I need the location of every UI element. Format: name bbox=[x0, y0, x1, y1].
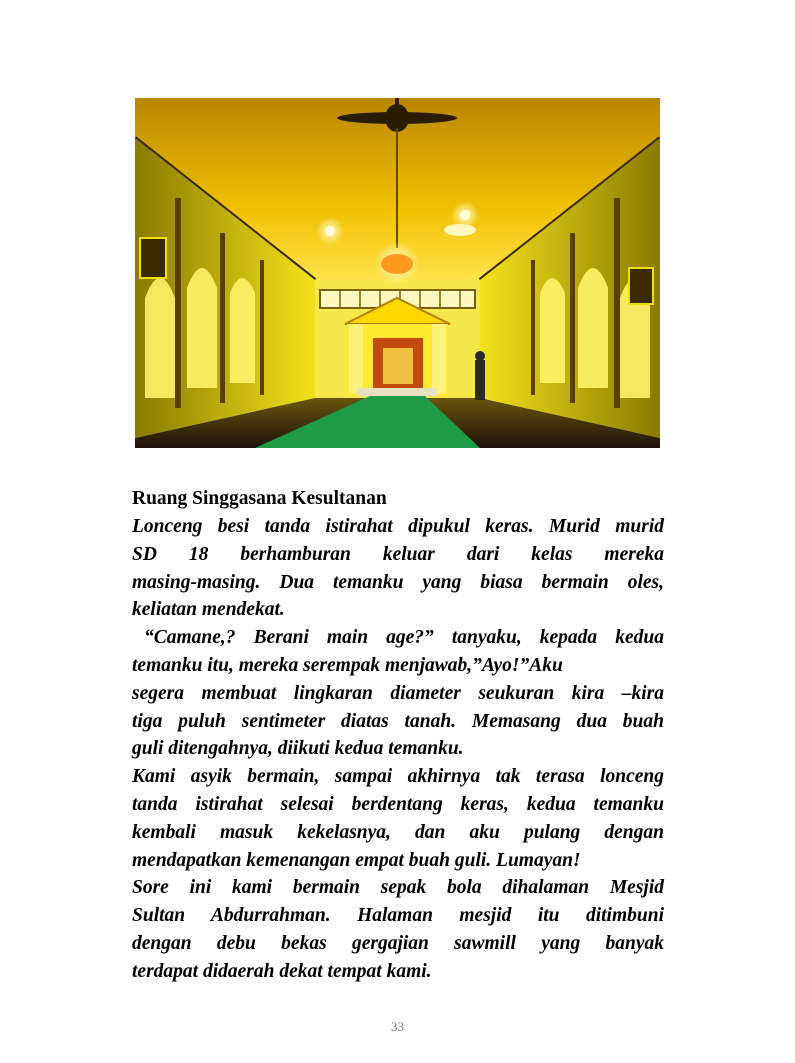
text-line: tiga puluh sentimeter diatas tanah. Memasang dua buah bbox=[132, 710, 664, 732]
text-line: masing-masing. Dua temanku yang biasa bermain oles, bbox=[132, 571, 664, 593]
text-line: Sultan Abdurrahman. Halaman mesjid itu ditimbuni bbox=[132, 905, 664, 927]
paragraph bbox=[132, 513, 664, 624]
text-line: Kami asyik bermain, sampai akhirnya tak terasa lonceng bbox=[132, 766, 664, 788]
paragraph bbox=[132, 624, 664, 763]
text-line: temanku itu, mereka serempak menjawab,”Ayo!”Aku bbox=[132, 654, 563, 676]
text-line: dengan debu bekas gergajian sawmill yang banyak bbox=[132, 932, 664, 954]
story-text bbox=[132, 513, 664, 986]
text-line: “Camane,? Berani main age?” tanyaku, kepada kedua bbox=[144, 627, 664, 649]
text-line: guli ditengahnya, diikuti kedua temanku. bbox=[132, 738, 464, 760]
paragraph bbox=[132, 763, 664, 874]
text-line: tanda istirahat selesai berdentang keras, kedua temanku bbox=[132, 793, 664, 815]
text-line: keliatan mendekat. bbox=[132, 599, 285, 621]
text-line: terdapat didaerah dekat tempat kami. bbox=[132, 960, 432, 982]
photo-caption: Ruang Singgasana Kesultanan bbox=[132, 488, 387, 509]
text-line: Sore ini kami bermain sepak bola dihalaman Mesjid bbox=[132, 877, 664, 899]
page-number: 33 bbox=[391, 1019, 404, 1034]
text-line: segera membuat lingkaran diameter seukuran kira –kira bbox=[132, 682, 664, 704]
text-line: mendapatkan kemenangan empat buah guli. Lumayan! bbox=[132, 849, 581, 871]
text-line: Lonceng besi tanda istirahat dipukul keras. Murid murid bbox=[132, 516, 664, 537]
paragraph bbox=[132, 874, 664, 985]
throne-room-photo bbox=[135, 98, 660, 448]
text-line: SD 18 berhamburan keluar dari kelas mereka bbox=[132, 543, 664, 565]
text-line: kembali masuk kekelasnya, dan aku pulang dengan bbox=[132, 821, 664, 843]
